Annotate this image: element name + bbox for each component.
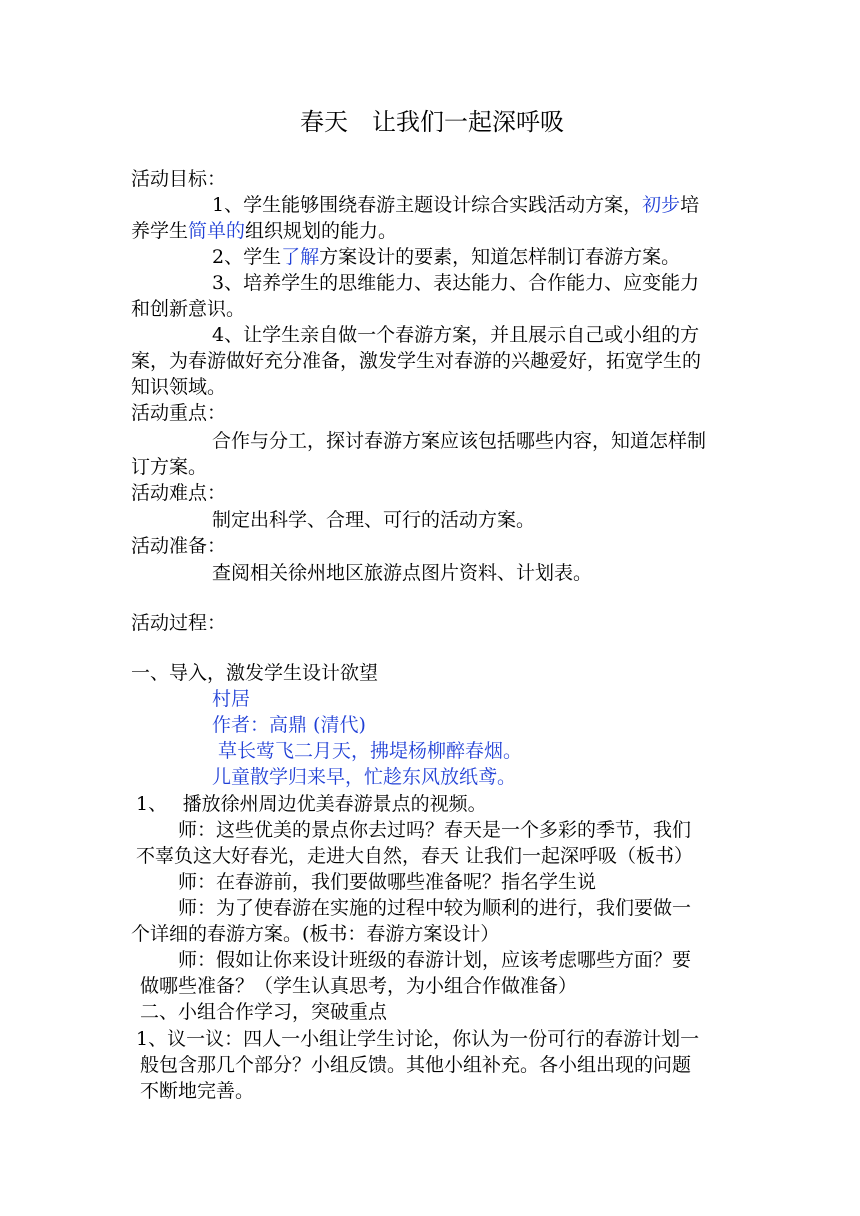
goal-1-highlight-1: 初步 [642, 194, 681, 216]
key-points-line-2: 订方案。 [131, 456, 208, 478]
goal-1-text-c: 养学生 [131, 220, 189, 242]
key-points-heading: 活动重点： [131, 402, 227, 424]
page-title: 春天 让我们一起深呼吸 [300, 108, 564, 136]
discussion-1-line-3: 不断地完善。 [140, 1080, 255, 1102]
poem-title: 村居 [212, 688, 251, 710]
key-points-line-1: 合作与分工，探讨春游方案应该包括哪些内容，知道怎样制 [212, 430, 707, 452]
poem-line-2: 儿童散学归来早，忙趁东风放纸鸢。 [212, 766, 517, 788]
teacher-4-line-1: 师：假如让你来设计班级的春游计划，应该考虑哪些方面？要 [178, 949, 692, 971]
goal-3-line-2: 和创新意识。 [131, 298, 246, 320]
goal-2-text-a: 2、学生 [212, 246, 282, 268]
teacher-3-line-2: 个详细的春游方案。(板书：春游方案设计） [131, 923, 500, 945]
goal-1-text-b: 培 [680, 194, 700, 216]
goal-2-line [212, 244, 680, 270]
poem-line-1: 草长莺飞二月天，拂堤杨柳醉春烟。 [218, 740, 523, 762]
teacher-4-line-2: 做哪些准备？（学生认真思考，为小组合作做准备） [140, 975, 578, 997]
preparation-heading: 活动准备： [131, 535, 227, 557]
goals-heading: 活动目标： [131, 168, 227, 190]
discussion-1-line-2: 般包含那几个部分？小组反馈。其他小组补充。各小组出现的问题 [140, 1054, 692, 1076]
discussion-1-line-1: 1、议一议：四人一小组让学生讨论，你认为一份可行的春游计划一 [136, 1028, 700, 1050]
goal-4-line-3: 知识领域。 [131, 376, 227, 398]
goal-3-line-1: 3、培养学生的思维能力、表达能力、合作能力、应变能力 [212, 272, 700, 294]
section-1-heading: 一、导入，激发学生设计欲望 [131, 662, 379, 684]
step-1-line: 1、 播放徐州周边优美春游景点的视频。 [136, 793, 487, 815]
difficulty-line-1: 制定出科学、合理、可行的活动方案。 [212, 509, 536, 531]
teacher-1-line-2: 不辜负这大好春光，走进大自然，春天 让我们一起深呼吸（板书） [136, 845, 694, 867]
teacher-1-line-1: 师：这些优美的景点你去过吗？春天是一个多彩的季节，我们 [178, 819, 692, 841]
section-2-heading: 二、小组合作学习，突破重点 [140, 1001, 388, 1023]
goal-4-line-1: 4、让学生亲自做一个春游方案，并且展示自己或小组的方 [212, 324, 700, 346]
process-heading: 活动过程： [131, 612, 227, 634]
teacher-3-line-1: 师：为了使春游在实施的过程中较为顺利的进行，我们要做一 [178, 897, 692, 919]
teacher-2-line: 师：在春游前，我们要做哪些准备呢？指名学生说 [178, 871, 597, 893]
goal-4-line-2: 案，为春游做好充分准备，激发学生对春游的兴趣爱好，拓宽学生的 [131, 350, 702, 372]
preparation-line-1: 查阅相关徐州地区旅游点图片资料、计划表。 [212, 562, 593, 584]
goal-1-line-2 [131, 218, 397, 244]
poem-author: 作者：高鼎 (清代) [212, 714, 366, 736]
difficulty-heading: 活动难点： [131, 482, 227, 504]
goal-1-text-d: 组织规划的能力。 [245, 220, 398, 242]
goal-1-text-a: 1、学生能够围绕春游主题设计综合实践活动方案， [212, 194, 643, 216]
goal-1-highlight-2: 简单的 [188, 220, 246, 242]
goal-2-text-b: 方案设计的要素，知道怎样制订春游方案。 [319, 246, 681, 268]
goal-2-highlight: 了解 [281, 246, 320, 268]
goal-1-line-1 [212, 192, 699, 218]
